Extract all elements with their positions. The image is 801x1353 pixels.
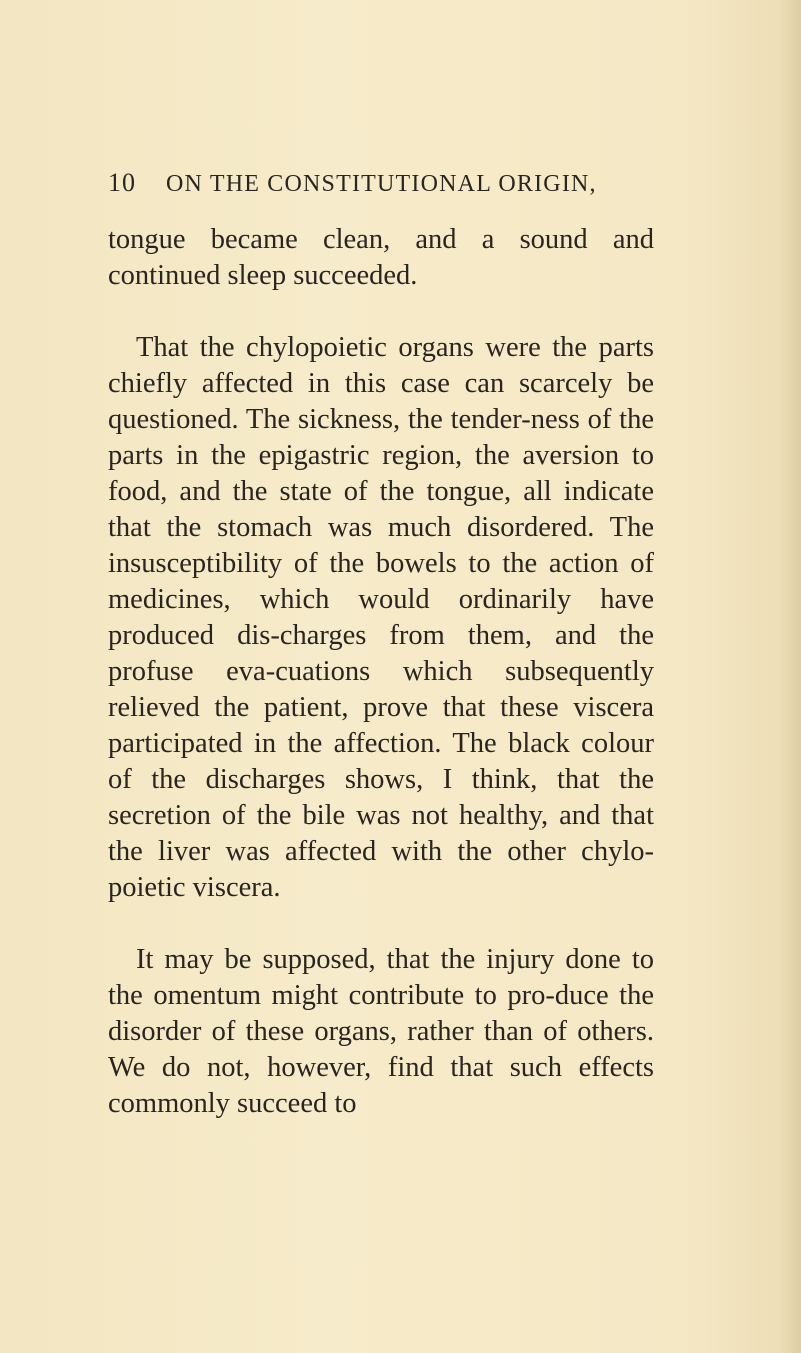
- body-text: [108, 222, 654, 1158]
- paragraph-chylopoietic-organs: That the chylopoietic organs were the parts chiefly affected in this case can scarcely be questioned. The sickness, the tender-ness of the parts in the epigastric region, the aversion to food, and the state of the tongue, all indicate that the stomach was much disordered. The insusceptibility of the bowels to the action of medicines, which would ordinarily have produced dis-charges from them, and the profuse eva-cuations which subsequently relieved the patient, prove that these viscera participated in the affection. The black colour of the discharges shows, I think, that the secretion of the bile was not healthy, and that the liver was affected with the other chylo-poietic viscera.: [108, 332, 654, 903]
- paragraph-omentum-injury: It may be supposed, that the injury done to the omentum might contribute to pro-duce the disorder of these organs, rather than of others. We do not, however, find that such effects commonly succeed to: [108, 944, 654, 1119]
- page-edge-shadow: [779, 0, 801, 1353]
- page-number: 10: [108, 168, 136, 197]
- page-header: [108, 168, 748, 198]
- paragraph-continued: tongue became clean, and a sound and continued sleep succeeded.: [108, 224, 654, 291]
- running-head: ON THE CONSTITUTIONAL ORIGIN,: [166, 171, 597, 197]
